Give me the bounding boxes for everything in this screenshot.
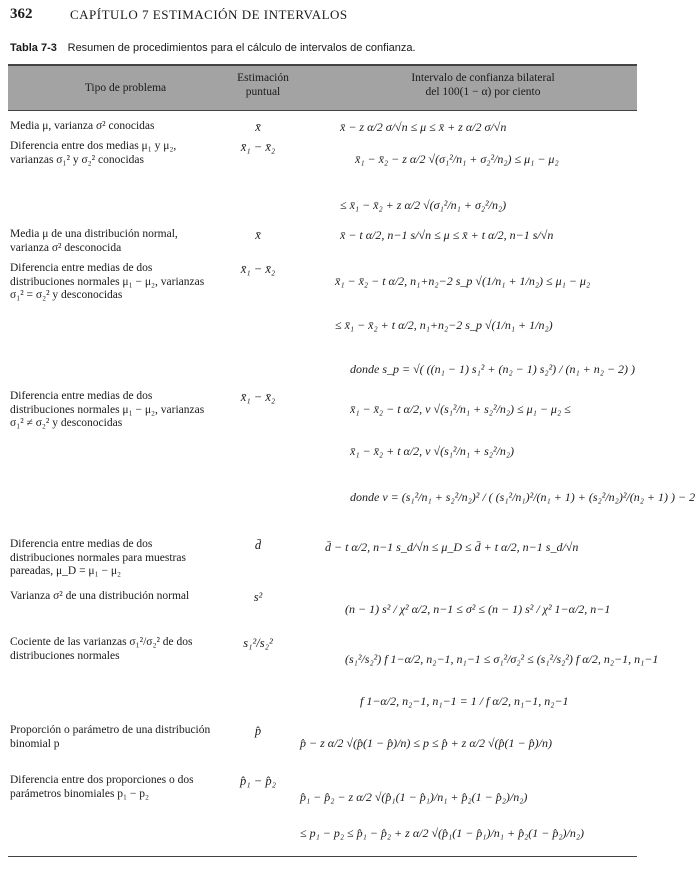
- row-problem: Diferencia entre medias de dos distribuciones normales μ₁ − μ₂, varianzas σ₁² = σ₂² y desconocidas: [10, 262, 205, 301]
- row-problem: Media μ, varianza σ² conocidas: [10, 120, 155, 132]
- header-problem: Tipo de problema: [84, 82, 167, 94]
- row-estimator: x̄₁ − x̄₂: [240, 262, 276, 276]
- row-formula: p̂ − z α/2 √(p̂(1 − p̂)/n) ≤ p ≤ p̂ + z α/2 √(p̂(1 − p̂)/n): [300, 736, 552, 750]
- row-estimator: s²: [253, 590, 263, 604]
- row-estimator: x̄: [255, 228, 261, 242]
- row-estimator: p̂: [254, 724, 262, 738]
- header-interval-line1: Intervalo de confianza bilateral: [411, 72, 555, 84]
- row-formula: x̄ − t α/2, n−1 s/√n ≤ μ ≤ x̄ + t α/2, n−1 s/√n: [340, 228, 554, 242]
- row-formula: d̄ − t α/2, n−1 s_d/√n ≤ μ_D ≤ d̄ + t α/2, n−1 s_d/√n: [325, 540, 579, 554]
- row-formula: x̄ − z α/2 σ/√n ≤ μ ≤ x̄ + z α/2 σ/√n: [340, 120, 507, 134]
- row-estimator: d̄: [254, 538, 262, 552]
- row-estimator: x̄₁ − x̄₂: [240, 390, 276, 404]
- page-header: [10, 6, 635, 28]
- row-formula: ≤ p₁ − p₂ ≤ p̂₁ − p̂₂ + z α/2 √(p̂₁(1 − p̂₁)/n₁ + p̂₂(1 − p̂₂)/n₂): [300, 826, 585, 840]
- header-interval-line2: del 100(1 − α) por ciento: [425, 86, 541, 98]
- row-formula: f 1−α/2, n₂−1, n₁−1 = 1 / f α/2, n₁−1, n₂−1: [360, 694, 569, 708]
- row-problem: Diferencia entre dos medias μ₁ y μ₂, varianzas σ₁² y σ₂² conocidas: [10, 140, 177, 166]
- row-formula: ≤ x̄₁ − x̄₂ + z α/2 √(σ₁²/n₁ + σ₂²/n₂): [340, 198, 507, 212]
- table-label: Tabla 7-3: [10, 42, 57, 54]
- row-problem: Diferencia entre dos proporciones o dos parámetros binomiales p₁ − p₂: [10, 774, 194, 800]
- row-formula: (n − 1) s² / χ² α/2, n−1 ≤ σ² ≤ (n − 1) s² / χ² 1−α/2, n−1: [345, 602, 611, 616]
- running-head: CAPÍTULO 7 ESTIMACIÓN DE INTERVALOS: [70, 7, 348, 22]
- row-formula: x̄₁ − x̄₂ − t α/2, n₁+n₂−2 s_p √(1/n₁ + 1/n₂) ≤ μ₁ − μ₂: [335, 274, 591, 288]
- row-problem: Varianza σ² de una distribución normal: [10, 590, 190, 602]
- row-problem: Media μ de una distribución normal, varianza σ² desconocida: [10, 228, 178, 254]
- row-formula: p̂₁ − p̂₂ − z α/2 √(p̂₁(1 − p̂₁)/n₁ + p̂₂(1 − p̂₂)/n₂): [300, 790, 528, 804]
- row-formula: x̄₁ − x̄₂ − z α/2 √(σ₁²/n₁ + σ₂²/n₂) ≤ μ₁ − μ₂: [355, 152, 559, 166]
- row-problem: Diferencia entre medias de dos distribuciones normales para muestras pareadas, μ_D = μ₁ − μ₂: [10, 538, 186, 577]
- header-estimate-line1: Estimación: [237, 72, 289, 84]
- row-estimator: x̄₁ − x̄₂: [240, 140, 276, 154]
- page-number: 362: [10, 6, 33, 22]
- table-caption-text: Resumen de procedimientos para el cálculo de intervalos de confianza.: [67, 42, 416, 54]
- row-formula: donde s_p = √( ((n₁ − 1) s₁² + (n₂ − 1) s₂²) / (n₁ + n₂ − 2) ): [350, 362, 636, 376]
- row-formula: donde v = (s₁²/n₁ + s₂²/n₂)² / ( (s₁²/n₁)²/(n₁ + 1) + (s₂²/n₂)²/(n₂ + 1) ) − 2: [350, 490, 695, 504]
- row-problem: Cociente de las varianzas σ₁²/σ₂² de dos distribuciones normales: [10, 636, 193, 662]
- table-caption: [10, 42, 416, 54]
- header-estimate-line2: puntual: [245, 86, 281, 98]
- table-header: [8, 64, 637, 111]
- row-problem: Proporción o parámetro de una distribución binomial p: [10, 724, 211, 750]
- row-formula: x̄₁ − x̄₂ + t α/2, v √(s₁²/n₁ + s₂²/n₂): [350, 444, 515, 458]
- row-estimator: p̂₁ − p̂₂: [240, 774, 276, 788]
- header-interval: [338, 71, 628, 99]
- row-formula: (s₁²/s₂²) f 1−α/2, n₂−1, n₁−1 ≤ σ₁²/σ₂² ≤ (s₁²/s₂²) f α/2, n₂−1, n₁−1: [345, 652, 659, 666]
- row-estimator: x̄: [255, 120, 261, 134]
- header-estimate: [218, 71, 308, 99]
- row-problem: Diferencia entre medias de dos distribuciones normales μ₁ − μ₂, varianzas σ₁² ≠ σ₂² y desconocidas: [10, 390, 205, 429]
- row-estimator: s₁²/s₂²: [243, 636, 273, 650]
- table-bottom-rule: [8, 856, 637, 857]
- row-formula: ≤ x̄₁ − x̄₂ + t α/2, n₁+n₂−2 s_p √(1/n₁ + 1/n₂): [335, 318, 553, 332]
- row-formula: x̄₁ − x̄₂ − t α/2, v √(s₁²/n₁ + s₂²/n₂) ≤ μ₁ − μ₂ ≤: [350, 402, 571, 416]
